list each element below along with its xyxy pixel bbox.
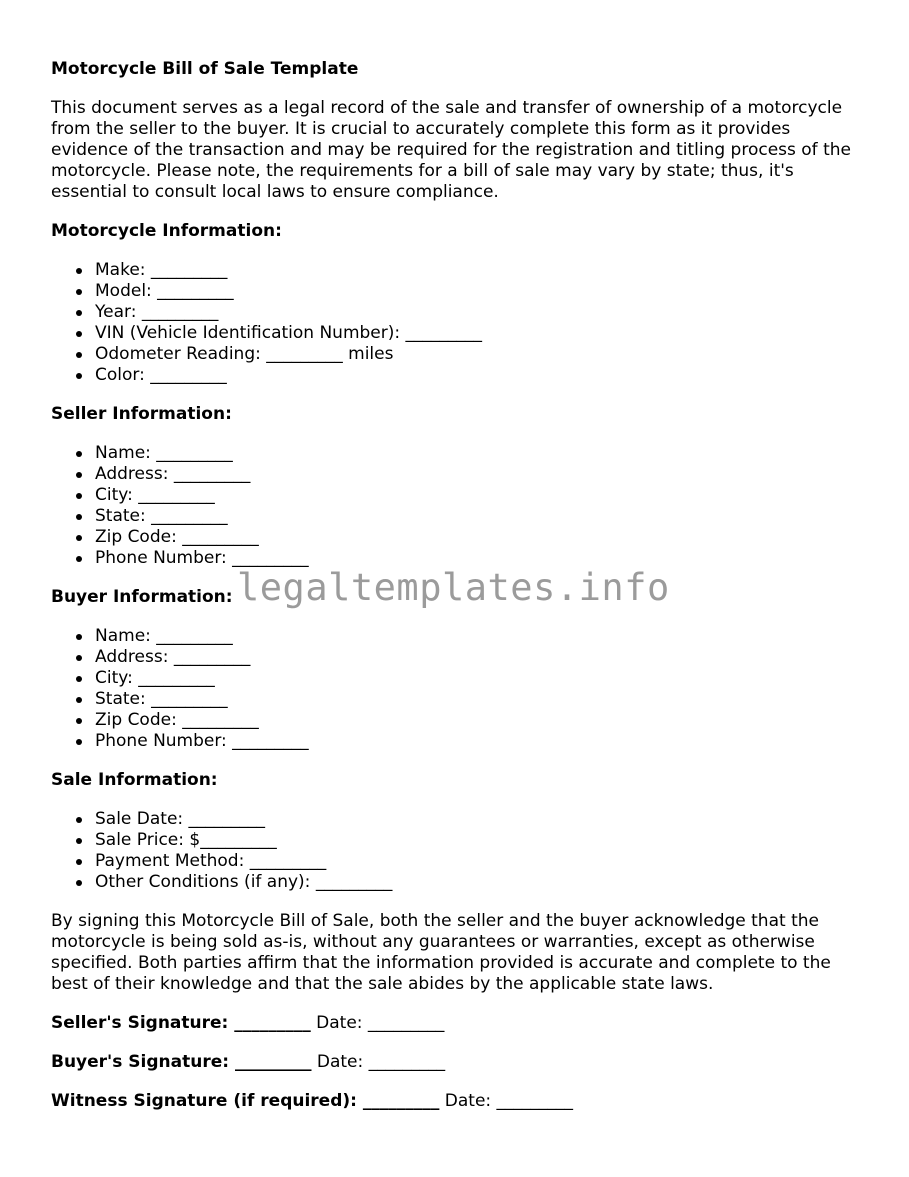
seller-signature-date: Date: _________ [310,1013,445,1033]
buyer-field-name: Name: _________ [95,626,861,647]
acknowledgment-paragraph: By signing this Motorcycle Bill of Sale, both the seller and the buyer acknowledge that the motorcycle is being sold as-is, without any guarantees or warranties, except as otherwise specified. Both parties affirm that the information provided is accurate and complete to the best of their knowledge and that the sale abides by the applicable state laws. [51,911,831,994]
buyer-field-state: State: _________ [95,689,861,710]
seller-signature-line [51,1013,861,1034]
document-page [51,59,861,1130]
seller-field-address: Address: _________ [95,464,861,485]
seller-info-heading: Seller Information: [51,404,232,424]
document-title: Motorcycle Bill of Sale Template [51,59,359,79]
field-color: Color: _________ [95,365,861,386]
field-vin: VIN (Vehicle Identification Number): _________ [95,323,861,344]
seller-field-phone: Phone Number: _________ [95,548,861,569]
field-odometer: Odometer Reading: _________ miles [95,344,861,365]
field-make: Make: _________ [95,260,861,281]
buyer-info-list [51,626,861,752]
buyer-signature-date: Date: _________ [311,1052,446,1072]
sale-field-payment-method: Payment Method: _________ [95,851,861,872]
seller-field-name: Name: _________ [95,443,861,464]
motorcycle-info-list [51,260,861,386]
buyer-info-heading: Buyer Information: [51,587,233,607]
sale-info-list [51,809,861,893]
sale-field-other-conditions: Other Conditions (if any): _________ [95,872,861,893]
seller-signature-label: Seller's Signature: _________ [51,1013,311,1033]
watermark-text: legaltemplates.info [237,566,670,609]
sale-info-heading: Sale Information: [51,770,218,790]
buyer-signature-line [51,1052,861,1073]
seller-field-city: City: _________ [95,485,861,506]
motorcycle-info-heading: Motorcycle Information: [51,221,282,241]
buyer-field-zip: Zip Code: _________ [95,710,861,731]
seller-field-zip: Zip Code: _________ [95,527,861,548]
field-model: Model: _________ [95,281,861,302]
seller-field-state: State: _________ [95,506,861,527]
sale-field-price: Sale Price: $_________ [95,830,861,851]
seller-info-list [51,443,861,569]
buyer-field-phone: Phone Number: _________ [95,731,861,752]
buyer-field-city: City: _________ [95,668,861,689]
sale-field-date: Sale Date: _________ [95,809,861,830]
witness-signature-line [51,1091,861,1112]
field-year: Year: _________ [95,302,861,323]
witness-signature-date: Date: _________ [439,1091,574,1111]
witness-signature-label: Witness Signature (if required): _________ [51,1091,440,1111]
buyer-field-address: Address: _________ [95,647,861,668]
buyer-signature-label: Buyer's Signature: _________ [51,1052,312,1072]
intro-paragraph: This document serves as a legal record of the sale and transfer of ownership of a motorcycle from the seller to the buyer. It is crucial to accurately complete this form as it provides evidence of the transaction and may be required for the registration and titling process of the motorcycle. Please note, the requirements for a bill of sale may vary by state; thus, it's essential to consult local laws to ensure compliance. [51,98,851,202]
